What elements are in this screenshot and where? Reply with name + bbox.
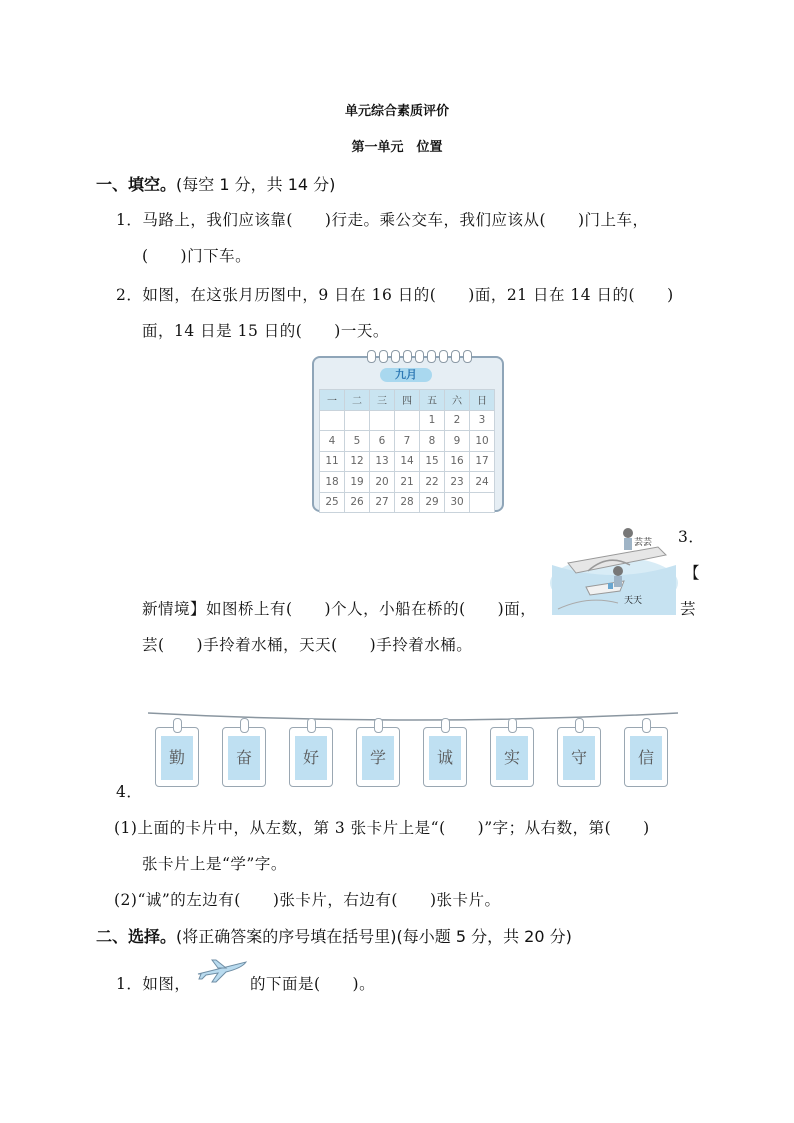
weekday-cell: 六 — [445, 390, 470, 411]
question-4-number: 4． — [116, 783, 143, 801]
day-cell: 7 — [395, 431, 420, 452]
section-2-heading-row — [96, 924, 572, 947]
bridge-label-bottom: 天天 — [624, 596, 643, 606]
day-cell: 24 — [470, 472, 495, 493]
weekday-cell: 二 — [345, 390, 370, 411]
day-cell: 8 — [420, 431, 445, 452]
bridge-label-top: 芸芸 — [634, 538, 653, 548]
day-cell — [395, 410, 420, 431]
weekday-cell: 四 — [395, 390, 420, 411]
word-card: 好 — [289, 727, 333, 787]
day-cell — [320, 410, 345, 431]
day-cell: 17 — [470, 451, 495, 472]
calendar-grid — [319, 389, 495, 513]
day-cell: 27 — [370, 492, 395, 513]
day-cell: 23 — [445, 472, 470, 493]
day-cell: 10 — [470, 431, 495, 452]
day-cell: 14 — [395, 451, 420, 472]
word-cards — [148, 705, 678, 795]
day-cell: 25 — [320, 492, 345, 513]
question-3-line-1-tail: 芸 — [680, 600, 697, 618]
question-3-line-1: 新情境】如图桥上有( )个人，小船在桥的( )面， — [142, 600, 537, 618]
day-cell: 28 — [395, 492, 420, 513]
day-cell: 30 — [445, 492, 470, 513]
bridge-illustration — [548, 525, 680, 615]
question-4-part-1-line-1: (1)上面的卡片中，从左数，第 3 张卡片上是“( )”字；从右数，第( ) — [114, 819, 650, 837]
section-2-note: (将正确答案的序号填在括号里)(每小题 5 分，共 20 分) — [176, 927, 572, 946]
day-cell: 21 — [395, 472, 420, 493]
question-4-part-2: (2)“诚”的左边有( )张卡片，右边有( )张卡片。 — [114, 891, 501, 909]
word-card: 实 — [490, 727, 534, 787]
day-cell: 3 — [470, 410, 495, 431]
section-2-question-1-suffix: 的下面是( )。 — [250, 975, 376, 993]
word-card: 奋 — [222, 727, 266, 787]
question-3-number: 3． — [678, 528, 705, 546]
section-1-heading-row — [96, 172, 335, 195]
question-1-line-1: 1．马路上，我们应该靠( )行走。乘公交车，我们应该从( )门上车， — [116, 211, 649, 229]
section-2-heading: 二、选择。 — [96, 927, 177, 946]
word-card: 学 — [356, 727, 400, 787]
day-cell: 19 — [345, 472, 370, 493]
day-cell: 11 — [320, 451, 345, 472]
section-1-note: (每空 1 分，共 14 分) — [176, 175, 336, 194]
section-1-heading: 一、填空。 — [96, 175, 177, 194]
weekday-cell: 三 — [370, 390, 395, 411]
airplane-icon — [196, 956, 248, 984]
day-cell: 13 — [370, 451, 395, 472]
day-cell: 5 — [345, 431, 370, 452]
page-title: 单元综合素质评价 — [344, 104, 449, 119]
question-3-bracket: 【 — [684, 564, 701, 582]
word-card: 守 — [557, 727, 601, 787]
word-card: 勤 — [155, 727, 199, 787]
word-card: 诚 — [423, 727, 467, 787]
day-cell: 2 — [445, 410, 470, 431]
day-cell: 26 — [345, 492, 370, 513]
unit-subtitle: 第一单元 位置 — [351, 140, 443, 155]
question-3-line-2: 芸( )手拎着水桶，天天( )手拎着水桶。 — [142, 636, 473, 654]
day-cell — [370, 410, 395, 431]
month-calendar — [312, 356, 504, 512]
question-2-line-2: 面，14 日是 15 日的( )一天。 — [142, 322, 389, 340]
day-cell: 20 — [370, 472, 395, 493]
question-1-line-2: ( )门下车。 — [142, 247, 252, 265]
day-cell — [345, 410, 370, 431]
day-cell: 29 — [420, 492, 445, 513]
section-2-question-1-prefix: 1．如图， — [116, 975, 191, 993]
calendar-rings — [367, 350, 472, 363]
day-cell: 12 — [345, 451, 370, 472]
weekday-cell: 一 — [320, 390, 345, 411]
day-cell: 6 — [370, 431, 395, 452]
weekday-cell: 日 — [470, 390, 495, 411]
day-cell: 1 — [420, 410, 445, 431]
calendar-month-label: 九月 — [380, 368, 432, 382]
word-card: 信 — [624, 727, 668, 787]
day-cell: 4 — [320, 431, 345, 452]
day-cell: 16 — [445, 451, 470, 472]
day-cell: 22 — [420, 472, 445, 493]
day-cell — [470, 492, 495, 513]
question-4-part-1-line-2: 张卡片上是“学”字。 — [142, 855, 287, 873]
day-cell: 18 — [320, 472, 345, 493]
day-cell: 15 — [420, 451, 445, 472]
weekday-cell: 五 — [420, 390, 445, 411]
day-cell: 9 — [445, 431, 470, 452]
question-2-line-1: 2．如图，在这张月历图中，9 日在 16 日的( )面，21 日在 14 日的( ) — [116, 286, 674, 304]
